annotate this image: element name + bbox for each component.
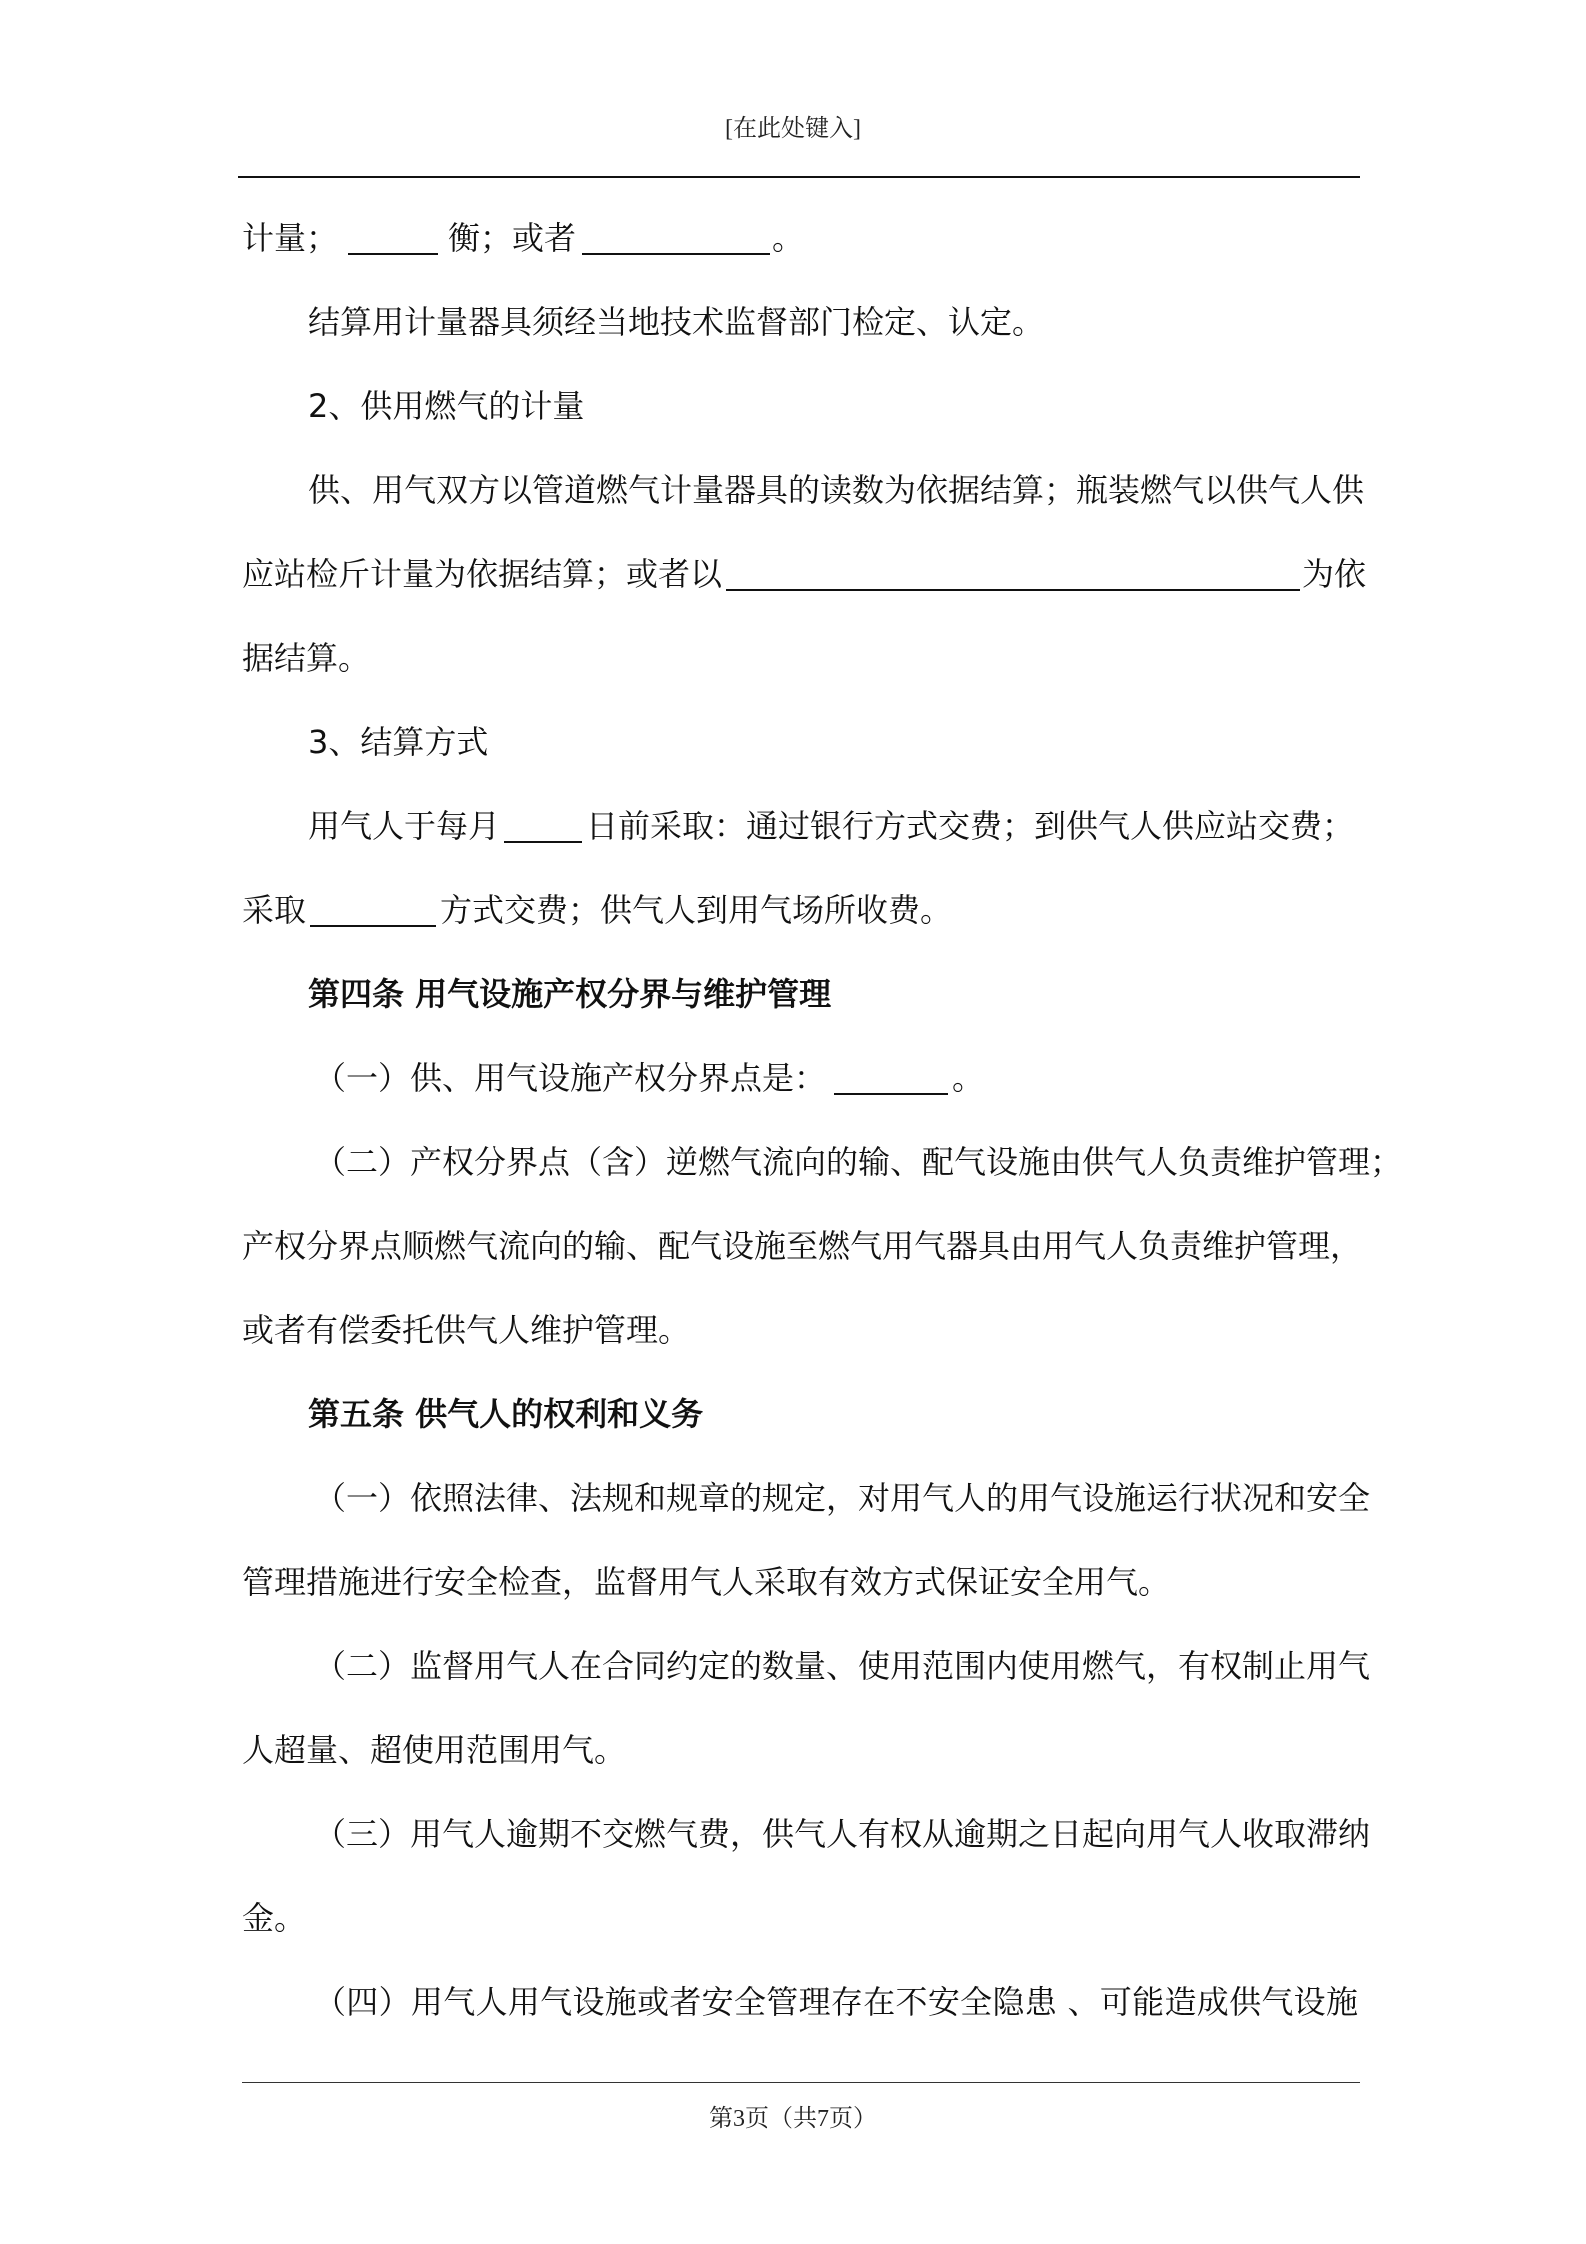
footer-divider (242, 2082, 1360, 2083)
text-segment: 。 (952, 1059, 985, 1097)
fill-in-blank[interactable] (504, 805, 582, 843)
paragraph-line-1 (242, 196, 1358, 280)
text-segment: 日前采取：通过银行方式交费；到供气人供应站交费； (586, 807, 1355, 845)
text-segment: 。 (772, 219, 805, 257)
paragraph-line-17: 管理措施进行安全检查，监督用气人采取有效方式保证安全用气。 (242, 1563, 1171, 1601)
text-segment: 用气人于每月 (308, 807, 501, 845)
document-body (242, 196, 1403, 2044)
paragraph-line-4: 供、用气双方以管道燃气计量器具的读数为依据结算；瓶装燃气以供气人供 (308, 471, 1365, 509)
fill-in-blank[interactable] (582, 217, 770, 255)
fill-in-blank[interactable] (348, 217, 438, 255)
text-segment: 衡；或者 (448, 219, 577, 257)
fill-in-blank[interactable] (834, 1057, 948, 1095)
fill-in-blank[interactable] (310, 889, 436, 927)
page-footer: 第3页（共7页） (709, 2106, 877, 2132)
page-header: [在此处键入] (725, 116, 861, 142)
fill-in-blank[interactable] (726, 553, 1300, 591)
paragraph-line-9 (242, 868, 1358, 952)
text-segment: 应站检斤计量为依据结算；或者以 (242, 555, 723, 593)
section-heading-settlement: 3、结算方式 (308, 723, 489, 761)
paragraph-line-19: 人超量、超使用范围用气。 (242, 1731, 627, 1769)
text-segment: 采取 (242, 891, 307, 929)
paragraph-line-13: 产权分界点顺燃气流向的输、配气设施至燃气用气器具由用气人负责维护管理， (242, 1227, 1363, 1265)
paragraph-line-21: 金。 (242, 1899, 307, 1937)
paragraph-line-5 (242, 532, 1367, 616)
text-segment: 计量； (242, 219, 339, 257)
article-5-heading: 第五条 供气人的权利和义务 (308, 1395, 704, 1433)
paragraph-line-14: 或者有偿委托供气人维护管理。 (242, 1311, 691, 1349)
paragraph-line-8 (242, 784, 1358, 868)
paragraph-line-16: （一）依照法律、法规和规章的规定，对用气人的用气设施运行状况和安全 (314, 1479, 1371, 1517)
paragraph-line-18: （二）监督用气人在合同约定的数量、使用范围内使用燃气，有权制止用气 (314, 1647, 1371, 1685)
paragraph-line-12: （二）产权分界点（含）逆燃气流向的输、配气设施由供气人负责维护管理； (314, 1143, 1403, 1181)
header-divider (238, 176, 1360, 178)
text-segment: （一）供、用气设施产权分界点是： (314, 1059, 827, 1097)
paragraph-line-11 (242, 1036, 1358, 1120)
text-segment: 方式交费；供气人到用气场所收费。 (440, 891, 953, 929)
text-segment: 为依 (1302, 555, 1367, 593)
section-heading-metering: 2、供用燃气的计量 (308, 387, 585, 425)
paragraph-line-22: （四）用气人用气设施或者安全管理存在不安全隐患 、可能造成供气设施 (314, 1983, 1358, 2021)
paragraph-line-20: （三）用气人逾期不交燃气费，供气人有权从逾期之日起向用气人收取滞纳 (314, 1815, 1371, 1853)
paragraph-line-2: 结算用计量器具须经当地技术监督部门检定、认定。 (308, 303, 1045, 341)
paragraph-line-6: 据结算。 (242, 639, 371, 677)
article-4-heading: 第四条 用气设施产权分界与维护管理 (308, 975, 832, 1013)
